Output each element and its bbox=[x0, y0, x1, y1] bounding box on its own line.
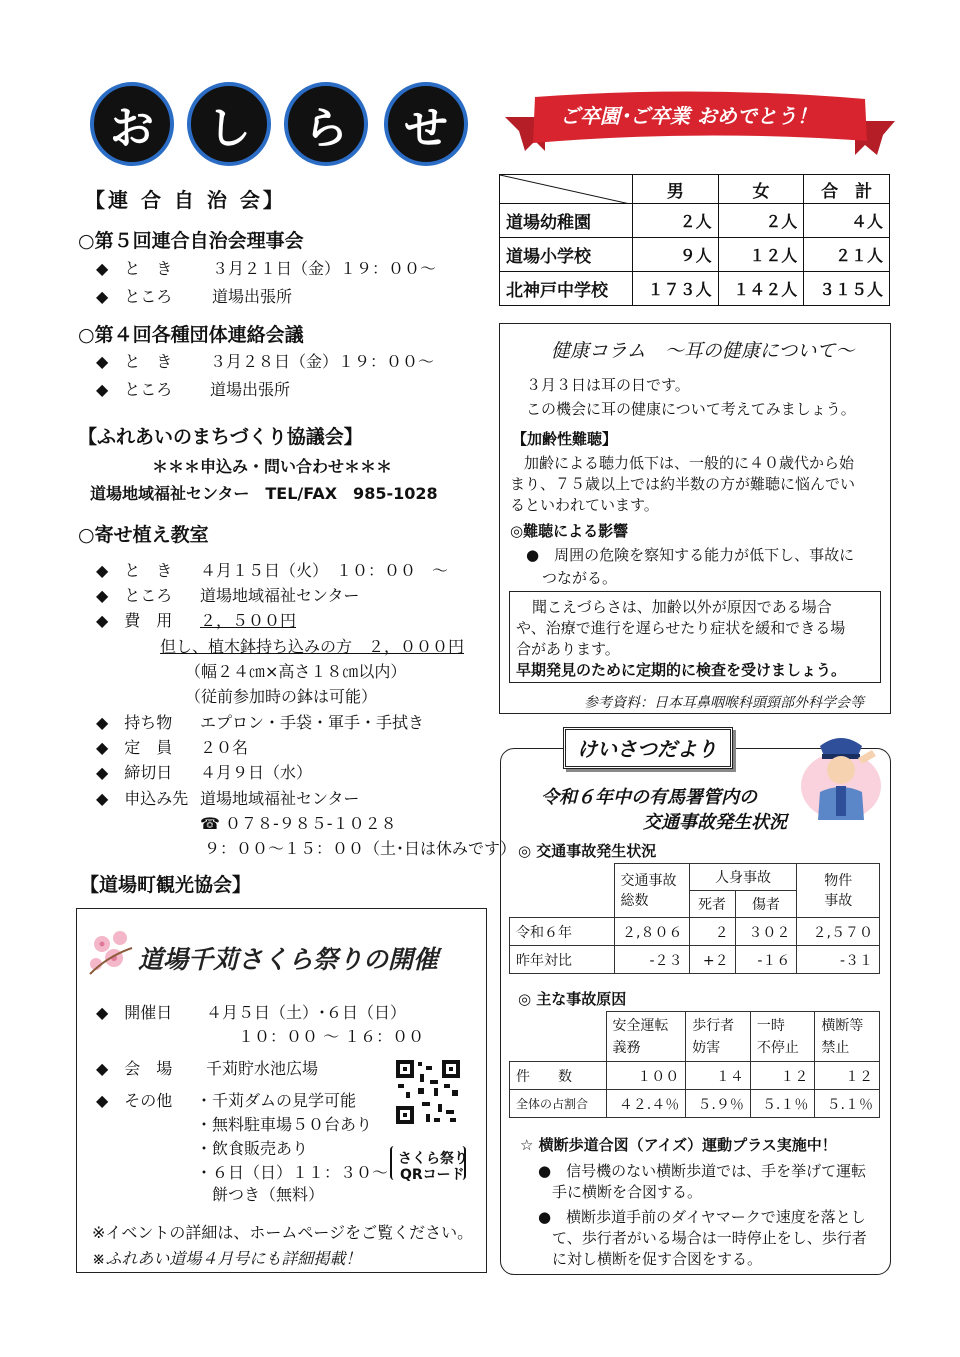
campaign-bullet: 手に横断を合図する。 bbox=[552, 1183, 703, 1201]
cause-cell: ５.９％ bbox=[686, 1090, 751, 1118]
health-para: 加齢による聴力低下は、一般的に４０歳代から始 bbox=[524, 454, 855, 472]
th-total-2: 総数 bbox=[620, 892, 649, 909]
class-row-value: ４月１５日（火） １０：００ ～ bbox=[200, 561, 449, 580]
th-bukken bbox=[797, 864, 880, 918]
police-label: けいさつだより bbox=[577, 737, 717, 761]
meeting1-title: ○第５回連合自治会理事会 bbox=[78, 230, 304, 252]
cause-table bbox=[509, 1011, 880, 1118]
health-box-line: 合があります。 bbox=[516, 640, 620, 658]
cause-cell: １２ bbox=[750, 1062, 815, 1090]
meeting2-toki: ３月２８日（金）１９：００～ bbox=[210, 352, 435, 371]
oshirase-char: せ bbox=[384, 82, 468, 166]
traffic-cell: ３０２ bbox=[735, 918, 797, 946]
class-row-value: ☎ ０７８-９８５-１０２８ bbox=[200, 814, 397, 833]
class-row-label: ◆ 定 員 bbox=[96, 738, 173, 757]
corner-cell bbox=[500, 175, 633, 204]
meeting1-tokoro-label: ◆ ところ bbox=[96, 287, 173, 306]
empty-cell bbox=[510, 864, 615, 918]
oshirase-char: し bbox=[187, 82, 271, 166]
class-row-value: ４月９日（水） bbox=[200, 763, 313, 782]
health-bullet: つながる。 bbox=[542, 569, 618, 587]
school-name: 道場小学校 bbox=[500, 238, 633, 272]
qr-label-2: QRコード bbox=[400, 1167, 465, 1183]
other-label: ◆ その他 bbox=[96, 1091, 173, 1110]
class-row-label: ◆ 持ち物 bbox=[96, 713, 173, 732]
class-row-label: ◆ ところ bbox=[96, 586, 173, 605]
eyes-campaign-title: ☆ 横断歩道合図（アイズ）運動プラス実施中！ bbox=[520, 1136, 837, 1154]
class-row-value: ２０名 bbox=[200, 738, 249, 757]
count-total: ４人 bbox=[804, 204, 890, 238]
meeting2-title: ○第４回各種団体連絡会議 bbox=[78, 324, 304, 346]
health-heading: 【加齢性難聴】 bbox=[512, 430, 618, 448]
campaign-bullet: ● 横断歩道手前のダイヤマークで速度を落とし bbox=[538, 1208, 866, 1226]
campaign-bullet: に対し横断を促す合図をする。 bbox=[552, 1250, 763, 1268]
oshirase-char: お bbox=[90, 82, 174, 166]
count-male: ９人 bbox=[633, 238, 719, 272]
health-title: 健康コラム ～耳の健康について～ bbox=[551, 340, 855, 362]
traffic-cell: +２ bbox=[689, 946, 735, 974]
cause-header-line: 禁止 bbox=[821, 1039, 850, 1056]
banner-text: ご卒園･ご卒業 おめでとう！ bbox=[560, 104, 817, 128]
count-female: ２人 bbox=[718, 204, 804, 238]
health-para: るといわれています。 bbox=[510, 496, 659, 514]
traffic-cell: -３１ bbox=[797, 946, 880, 974]
traffic-row-label: 令和６年 bbox=[510, 918, 615, 946]
cause-cell: １００ bbox=[606, 1062, 686, 1090]
other-item: ・６日（日）１１：３０～ bbox=[196, 1163, 389, 1182]
health-bullet: ● 周囲の危険を察知する能力が低下し、事故に bbox=[526, 546, 855, 564]
th-dead: 死者 bbox=[689, 891, 735, 918]
kanko-header: 【道場町観光協会】 bbox=[80, 874, 252, 896]
meeting1-tokoro: 道場出張所 bbox=[212, 287, 293, 306]
cause-row-label: 件 数 bbox=[510, 1062, 607, 1090]
count-female: １２人 bbox=[718, 238, 804, 272]
count-total: ３１５人 bbox=[804, 272, 890, 306]
th-bukken-1: 物件 bbox=[824, 872, 853, 889]
class-row-value: 但し、植木鉢持ち込みの方 ２，０００円 bbox=[160, 637, 465, 656]
class-row-value: ２，５００円 bbox=[200, 611, 297, 630]
class-row-label: ◆ 費 用 bbox=[96, 611, 173, 630]
class-row-value: エプロン・手袋・軍手・手拭き bbox=[200, 713, 425, 732]
cause-header-line: 横断等 bbox=[821, 1017, 864, 1034]
police-title-1: 令和６年中の有馬署管内の bbox=[541, 787, 757, 808]
cause-header bbox=[750, 1012, 815, 1062]
health-line: この機会に耳の健康について考えてみましょう。 bbox=[526, 400, 856, 418]
class-row-label: ◆ 締切日 bbox=[96, 763, 173, 782]
qr-code-icon[interactable] bbox=[394, 1058, 462, 1126]
th-bukken-2: 事故 bbox=[824, 892, 853, 909]
cause-header-line: 一時 bbox=[756, 1017, 785, 1034]
health-box-emphasis: 早期発見のために定期的に検査を受けましょう。 bbox=[516, 661, 847, 679]
health-para: まり、７５歳以上では約半数の方が難聴に悩んでい bbox=[510, 475, 856, 493]
venue-label: ◆ 会 場 bbox=[96, 1059, 173, 1078]
class-row-value: 道場地域福祉センター bbox=[200, 586, 360, 605]
police-title-2: 交通事故発生状況 bbox=[643, 812, 787, 833]
section-causes: ◎ 主な事故原因 bbox=[518, 990, 627, 1008]
th-injured: 傷者 bbox=[735, 891, 797, 918]
traffic-cell: ２ bbox=[689, 918, 735, 946]
class-row-label: ◆ 申込み先 bbox=[96, 789, 189, 808]
cause-header-line: 安全運転 bbox=[612, 1017, 669, 1034]
traffic-cell: -２３ bbox=[614, 946, 689, 974]
count-total: ２１人 bbox=[804, 238, 890, 272]
rengo-header: 【連 合 自 治 会】 bbox=[85, 188, 286, 212]
cause-header-line: 歩行者 bbox=[692, 1017, 735, 1034]
header-male: 男 bbox=[633, 175, 719, 204]
meeting2-tokoro: 道場出張所 bbox=[210, 380, 291, 399]
th-total-1: 交通事故 bbox=[620, 872, 677, 889]
traffic-row-label: 昨年対比 bbox=[510, 946, 615, 974]
class-row-value: ９：００～１５：００（土･日は休みです） bbox=[204, 839, 517, 858]
health-line: ３月３日は耳の日です。 bbox=[526, 376, 690, 394]
class-row-value: （幅２４㎝×高さ１８㎝以内） bbox=[185, 662, 407, 681]
venue-value: 千苅貯水池広場 bbox=[206, 1059, 319, 1078]
meeting1-toki: ３月２１日（金）１９：００～ bbox=[212, 259, 437, 278]
sakura-icon bbox=[84, 926, 140, 978]
time-value: １０：００ ～ １６：００ bbox=[238, 1027, 425, 1046]
header-female: 女 bbox=[718, 175, 804, 204]
meeting1-toki-label: ◆ と き bbox=[96, 259, 173, 278]
campaign-bullet: て、歩行者がいる場合は一時停止をし、歩行者 bbox=[552, 1229, 867, 1247]
cause-row-label: 全体の占割合 bbox=[510, 1090, 607, 1118]
note-1: ※イベントの詳細は、ホームページをご覧ください。 bbox=[92, 1223, 474, 1242]
empty-cell bbox=[510, 1012, 607, 1062]
cause-cell: １２ bbox=[815, 1062, 880, 1090]
cause-header-line: 不停止 bbox=[756, 1039, 799, 1056]
cause-header-line: 義務 bbox=[612, 1039, 641, 1056]
section-traffic: ◎ 交通事故発生状況 bbox=[518, 842, 657, 860]
cause-cell: ５.１％ bbox=[750, 1090, 815, 1118]
traffic-cell: -１６ bbox=[735, 946, 797, 974]
fureai-header: 【ふれあいのまちづくり協議会】 bbox=[78, 426, 363, 448]
campaign-bullet: ● 信号機のない横断歩道では、手を挙げて運転 bbox=[538, 1162, 867, 1180]
school-name: 北神戸中学校 bbox=[500, 272, 633, 306]
police-officer-icon bbox=[796, 728, 886, 824]
cause-cell: ５.１％ bbox=[815, 1090, 880, 1118]
health-heading: ◎難聴による影響 bbox=[510, 522, 629, 540]
meeting2-toki-label: ◆ と き bbox=[96, 352, 173, 371]
traffic-cell: ２,５７０ bbox=[797, 918, 880, 946]
other-item: ・千苅ダムの見学可能 bbox=[196, 1091, 357, 1110]
school-name: 道場幼稚園 bbox=[500, 204, 633, 238]
other-item: 餅つき（無料） bbox=[196, 1185, 325, 1204]
other-item: ・飲食販売あり bbox=[196, 1139, 309, 1158]
cause-header bbox=[686, 1012, 751, 1062]
count-female: １４２人 bbox=[718, 272, 804, 306]
cause-header bbox=[606, 1012, 686, 1062]
health-box-line: や、治療で進行を遅らせたり症状を緩和できる場 bbox=[516, 619, 846, 637]
sakura-title: 道場千苅さくら祭りの開催 bbox=[138, 945, 439, 974]
oshirase-char: ら bbox=[284, 82, 368, 166]
cause-header bbox=[815, 1012, 880, 1062]
class-title: ○寄せ植え教室 bbox=[78, 524, 209, 546]
count-male: ２人 bbox=[633, 204, 719, 238]
meeting2-tokoro-label: ◆ ところ bbox=[96, 380, 173, 399]
th-total bbox=[614, 864, 689, 918]
contact-info: 道場地域福祉センター TEL/FAX 985-1028 bbox=[90, 484, 438, 503]
count-male: １７３人 bbox=[633, 272, 719, 306]
date-value: ４月５日（土）･６日（日） bbox=[206, 1003, 407, 1022]
traffic-table bbox=[509, 863, 880, 974]
class-row-value: （従前参加時の鉢は可能） bbox=[185, 687, 378, 706]
contact-heading: ＊＊＊申込み・問い合わせ＊＊＊ bbox=[152, 457, 393, 476]
graduation-table bbox=[499, 174, 890, 306]
class-row-value: 道場地域福祉センター bbox=[200, 789, 360, 808]
other-item: ・無料駐車場５０台あり bbox=[196, 1115, 373, 1134]
health-source: 参考資料：日本耳鼻咽喉科頭頸部外科学会等 bbox=[584, 695, 864, 711]
health-box-line: 聞こえづらさは、加齢以外が原因である場合 bbox=[532, 598, 832, 616]
cause-cell: ４２.４％ bbox=[606, 1090, 686, 1118]
header-total: 合 計 bbox=[804, 175, 890, 204]
th-jinshin: 人身事故 bbox=[689, 864, 797, 891]
class-row-label: ◆ と き bbox=[96, 561, 173, 580]
traffic-cell: ２,８０６ bbox=[614, 918, 689, 946]
cause-header-line: 妨害 bbox=[692, 1039, 721, 1056]
date-label: ◆ 開催日 bbox=[96, 1003, 173, 1022]
qr-label-1: さくら祭り bbox=[398, 1151, 468, 1167]
cause-cell: １４ bbox=[686, 1062, 751, 1090]
note-2: ※ふれあい道場４月号にも詳細掲載！ bbox=[92, 1249, 362, 1268]
